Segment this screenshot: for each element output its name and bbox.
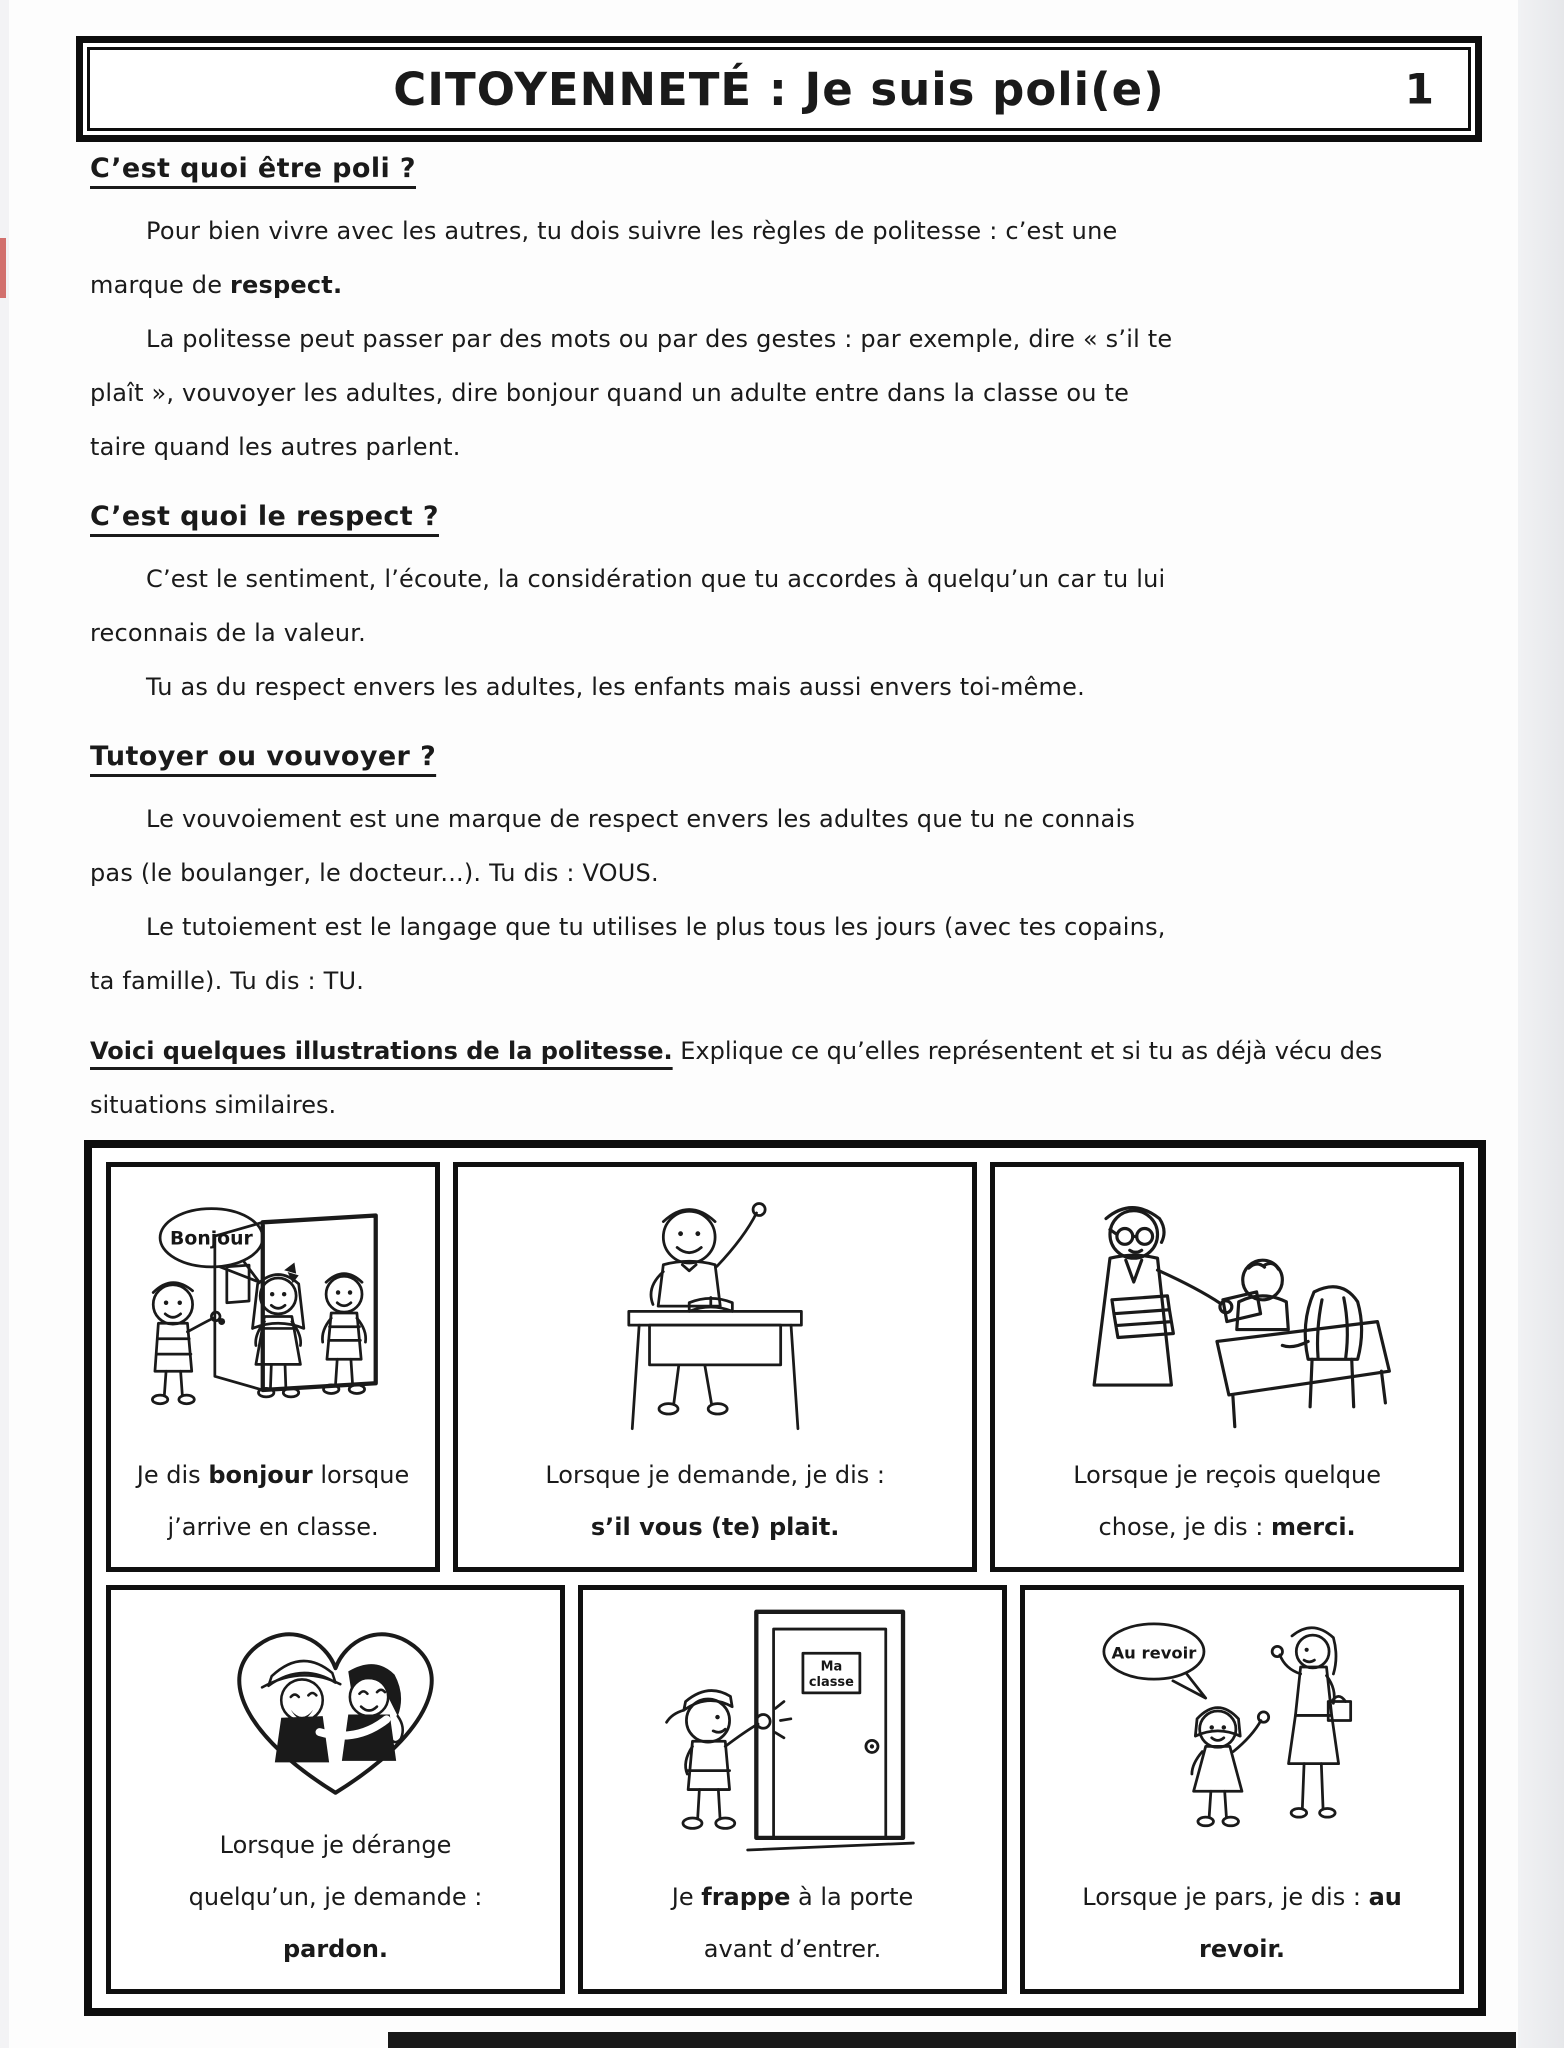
speech-bubble-au-revoir: Au revoir [1111, 1642, 1197, 1662]
text-run: Le vouvoiement est une marque de respect envers les adultes que tu ne connais pas (le boulanger, le docteur...). Tu dis : VOUS. [90, 805, 1136, 887]
speech-bubble-bonjour: Bonjour [170, 1228, 253, 1250]
section-heading-tutoyer-vouvoyer: Tutoyer ou vouvoyer ? [90, 741, 437, 772]
text-run: Lorsque je pars, je dis : [1082, 1883, 1369, 1911]
knock-door-illustration [591, 1598, 994, 1866]
section-heading-etre-poli: C’est quoi être poli ? [90, 153, 416, 184]
paragraph [90, 312, 1175, 474]
text-run: à la porte avant d’entrer. [703, 1883, 914, 1963]
text-run-bold: s’il vous (te) plait. [590, 1512, 840, 1541]
raise-hand-illustration [466, 1175, 964, 1443]
illustration-grid [84, 1140, 1486, 2016]
hug-heart-illustration [119, 1598, 552, 1814]
teacher-handout-illustration [1003, 1175, 1451, 1443]
text-run-bold: pardon. [282, 1935, 389, 1963]
paragraph [90, 552, 1175, 660]
greeting-classroom-illustration [119, 1175, 427, 1443]
page-number: 1 [1404, 64, 1434, 114]
text-run: Je [671, 1883, 702, 1911]
door-sign-line2: classe [808, 1674, 854, 1690]
text-run: Je dis [136, 1460, 209, 1489]
paragraph [90, 660, 1175, 714]
instructions-lead: Voici quelques illustrations de la politesse. [90, 1037, 673, 1065]
text-run: lorsque j’arrive en classe. [167, 1460, 410, 1541]
photo-bottom-bar [388, 2032, 1516, 2048]
title-box [76, 36, 1482, 142]
card-merci [990, 1162, 1464, 1572]
red-edge-mark [0, 238, 6, 298]
text-run-bold: bonjour [208, 1460, 313, 1489]
paragraph [90, 204, 1175, 312]
card-caption [1070, 1871, 1415, 1975]
text-run: Le tutoiement est le langage que tu utilises le plus tous les jours (avec tes copains, ta famille). Tu dis : TU. [90, 913, 1166, 995]
title-inner-frame [87, 47, 1471, 131]
text-run: Tu as du respect envers les adultes, les enfants mais aussi envers toi-même. [146, 673, 1085, 701]
card-sil-vous-plait [453, 1162, 977, 1572]
section-heading-respect: C’est quoi le respect ? [90, 501, 439, 532]
text-run: La politesse peut passer par des mots ou par des gestes : par exemple, dire « s’il te plaît », vouvoyer les adultes, dire bonjour quand un adulte entre dans la classe ou te taire quand les autres parlent. [90, 325, 1173, 461]
instructions-rest: Explique ce qu’elles représentent et si tu as déjà vécu des situations similaires. [90, 1037, 1383, 1119]
paragraph [90, 900, 1175, 1008]
text-run: Lorsque je demande, je dis : [545, 1460, 885, 1489]
text-run: Lorsque je reçois quelque chose, je dis : [1073, 1460, 1382, 1541]
card-frappe [578, 1585, 1007, 1995]
card-au-revoir [1020, 1585, 1464, 1995]
page-title: CITOYENNETÉ : Je suis poli(e) [393, 62, 1165, 116]
text-run: Pour bien vivre avec les autres, tu dois suivre les règles de politesse : c’est une marque de [90, 217, 1118, 299]
section-respect [90, 490, 1175, 714]
card-bonjour [106, 1162, 440, 1572]
page-right-edge [1518, 0, 1564, 2048]
text-run: C’est le sentiment, l’écoute, la considération que tu accordes à quelqu’un car tu lui reconnais de la valeur. [90, 565, 1166, 647]
card-caption [171, 1819, 501, 1975]
grid-row-top [106, 1162, 1464, 1572]
door-sign-line1: Ma [820, 1658, 843, 1674]
grid-row-bottom [106, 1585, 1464, 1995]
paragraph [90, 792, 1175, 900]
section-tutoyer-vouvoyer [90, 730, 1175, 1008]
wave-goodbye-illustration [1033, 1598, 1451, 1866]
text-run-bold: respect. [230, 271, 343, 299]
text-run: Lorsque je dérange quelqu’un, je demande : [188, 1831, 483, 1911]
section-etre-poli [90, 142, 1175, 474]
worksheet-body [90, 142, 1430, 1132]
text-run-bold: frappe [701, 1883, 791, 1911]
page-left-edge [0, 0, 9, 2048]
card-caption [523, 1449, 908, 1553]
card-caption [119, 1449, 427, 1553]
text-run-bold: merci. [1270, 1512, 1356, 1541]
text-run-bold: au revoir. [1199, 1883, 1402, 1963]
card-caption [1070, 1449, 1385, 1553]
card-pardon [106, 1585, 565, 1995]
instructions [90, 1024, 1430, 1132]
card-caption [640, 1871, 945, 1975]
